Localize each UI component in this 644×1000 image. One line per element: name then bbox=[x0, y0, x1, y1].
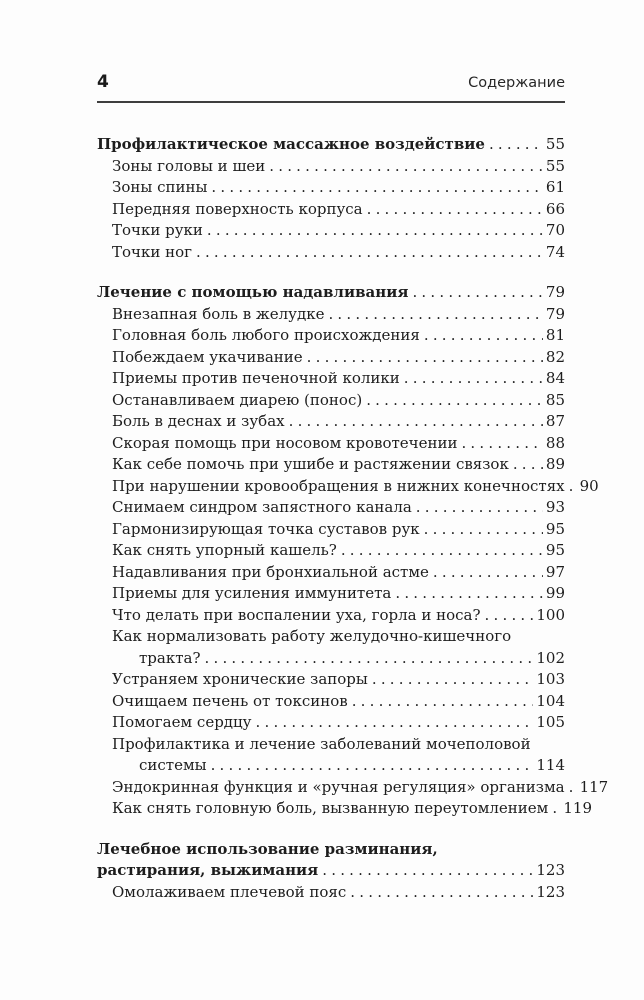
page-ref: 79 bbox=[545, 283, 565, 301]
entry-title-text: Что делать при воспалении уха, горла и носа? bbox=[112, 605, 481, 624]
toc-entry-row bbox=[97, 540, 565, 562]
page-ref: 123 bbox=[536, 861, 565, 879]
dot-leader bbox=[366, 390, 543, 412]
toc-entry-row bbox=[97, 648, 565, 670]
dot-leader bbox=[205, 648, 534, 670]
entry-title-text: Останавливаем диарею (понос) bbox=[112, 390, 363, 409]
dot-leader bbox=[461, 433, 542, 455]
entry-title-text: Устраняем хронические запоры bbox=[112, 670, 368, 688]
dot-leader bbox=[256, 712, 534, 734]
dot-leader bbox=[513, 454, 543, 476]
toc-entry-row bbox=[97, 304, 565, 326]
dot-leader bbox=[569, 476, 577, 498]
page-number: 4 bbox=[97, 72, 109, 92]
entry-title-text: Боль в деснах и зубах bbox=[112, 412, 285, 430]
page-ref: 61 bbox=[545, 178, 565, 196]
toc-entry-row bbox=[97, 882, 565, 904]
page-ref: 97 bbox=[545, 562, 565, 581]
page-ref: 105 bbox=[536, 713, 565, 731]
page-ref: 99 bbox=[545, 584, 565, 602]
dot-leader bbox=[341, 540, 543, 562]
page-ref: 66 bbox=[545, 199, 565, 218]
dot-leader bbox=[404, 368, 543, 390]
dot-leader bbox=[307, 347, 543, 369]
entry-title-text: Приемы для усиления иммунитета bbox=[112, 584, 392, 602]
page-ref: 102 bbox=[536, 648, 565, 667]
page-ref: 95 bbox=[545, 519, 565, 538]
toc-entry-row bbox=[97, 390, 565, 412]
entry-title-text: При нарушении кровообращения в нижних конечностях bbox=[112, 476, 565, 495]
dot-leader bbox=[211, 177, 542, 199]
page-ref: 55 bbox=[545, 156, 565, 175]
entry-title-text: Зоны спины bbox=[112, 178, 208, 196]
toc-entry-row bbox=[97, 411, 565, 433]
page-ref: 114 bbox=[536, 756, 565, 774]
toc-entry-row bbox=[97, 199, 565, 221]
section-title-text: Лечебное использование разминания, bbox=[97, 839, 438, 858]
dot-leader bbox=[196, 242, 543, 264]
entry-title-text: тракта? bbox=[139, 648, 201, 667]
toc-entry-row bbox=[97, 626, 565, 648]
page-ref: 103 bbox=[536, 670, 565, 688]
toc-entry-row bbox=[97, 476, 599, 498]
toc-entry-row bbox=[97, 583, 565, 605]
entry-title-text: Точки руки bbox=[112, 221, 203, 239]
page-ref: 79 bbox=[545, 304, 565, 323]
toc-entry-row bbox=[97, 798, 592, 820]
entry-title-text: Как снять упорный кашель? bbox=[112, 541, 337, 559]
toc-section-title-row bbox=[97, 282, 565, 304]
toc-entry-row bbox=[97, 177, 565, 199]
dot-leader bbox=[489, 134, 543, 156]
entry-title-text: Как себе помочь при ушибе и растяжении связок bbox=[112, 455, 509, 473]
page-ref: 85 bbox=[545, 390, 565, 409]
toc-entry-row bbox=[97, 777, 609, 799]
toc-entry-row bbox=[97, 220, 565, 242]
page-header bbox=[97, 72, 565, 103]
page-ref: 74 bbox=[545, 242, 565, 261]
entry-title-text: системы bbox=[139, 756, 207, 774]
entry-title-text: Надавливания при бронхиальной астме bbox=[112, 562, 429, 581]
entry-title-text: Гармонизирующая точка суставов рук bbox=[112, 519, 420, 538]
toc-entry-row bbox=[97, 605, 565, 627]
toc-section-title-row bbox=[97, 839, 565, 861]
running-title: Содержание bbox=[468, 75, 565, 91]
page-ref: 82 bbox=[545, 347, 565, 366]
page-ref: 88 bbox=[545, 433, 565, 452]
dot-leader bbox=[211, 755, 534, 777]
toc-entry-row bbox=[97, 562, 565, 584]
entry-title-text: Передняя поверхность корпуса bbox=[112, 199, 363, 218]
toc-section-title-row bbox=[97, 134, 565, 156]
page-ref: 95 bbox=[545, 541, 565, 559]
page-ref: 70 bbox=[545, 221, 565, 239]
entry-title-text: Помогаем сердцу bbox=[112, 713, 252, 731]
page-ref: 89 bbox=[545, 455, 565, 473]
entry-title-text: Скорая помощь при носовом кровотечении bbox=[112, 433, 458, 452]
dot-leader bbox=[424, 325, 543, 347]
dot-leader bbox=[424, 519, 543, 541]
page-ref: 104 bbox=[536, 691, 565, 710]
page-ref: 93 bbox=[545, 498, 565, 516]
page-ref: 84 bbox=[545, 369, 565, 387]
entry-title-text: Очищаем печень от токсинов bbox=[112, 691, 348, 710]
toc-section-title-row bbox=[97, 860, 565, 882]
toc-entry-row bbox=[97, 347, 565, 369]
page-ref: 87 bbox=[545, 412, 565, 430]
dot-leader bbox=[485, 605, 534, 627]
entry-title-text: Побеждаем укачивание bbox=[112, 347, 303, 366]
page-ref: 123 bbox=[536, 882, 565, 901]
section-title-text: Лечение с помощью надавливания bbox=[97, 283, 409, 301]
dot-leader bbox=[552, 798, 560, 820]
toc-entry-row bbox=[97, 433, 565, 455]
toc-entry-row bbox=[97, 712, 565, 734]
entry-title-text: Приемы против печеночной колики bbox=[112, 369, 400, 387]
dot-leader bbox=[367, 199, 543, 221]
dot-leader bbox=[207, 220, 543, 242]
toc-section bbox=[97, 282, 609, 820]
page-ref: 100 bbox=[536, 605, 565, 624]
toc-entry-row bbox=[97, 325, 565, 347]
page-ref: 117 bbox=[579, 777, 609, 796]
dot-leader bbox=[322, 860, 533, 882]
toc-entry-row bbox=[97, 156, 565, 178]
toc-section bbox=[97, 134, 565, 263]
entry-title-text: Точки ног bbox=[112, 242, 192, 261]
entry-title-text: Головная боль любого происхождения bbox=[112, 326, 420, 344]
dot-leader bbox=[269, 156, 543, 178]
dot-leader bbox=[372, 669, 534, 691]
dot-leader bbox=[350, 882, 533, 904]
entry-title-text: Внезапная боль в желудке bbox=[112, 304, 325, 323]
section-title-text: Профилактическое массажное воздействие bbox=[97, 135, 485, 153]
toc-entry-row bbox=[97, 755, 565, 777]
page-ref: 81 bbox=[545, 326, 565, 344]
toc-entry-row bbox=[97, 242, 565, 264]
entry-title-text: Профилактика и лечение заболеваний мочеполовой bbox=[112, 734, 531, 753]
toc-entry-row bbox=[97, 368, 565, 390]
toc-entry-row bbox=[97, 734, 565, 756]
page-ref: 55 bbox=[545, 135, 565, 153]
toc-entry-row bbox=[97, 519, 565, 541]
toc-section bbox=[97, 839, 565, 904]
toc-entry-row bbox=[97, 669, 565, 691]
page-ref: 119 bbox=[563, 799, 592, 817]
entry-title-text: Снимаем синдром запястного канала bbox=[112, 498, 412, 516]
dot-leader bbox=[395, 583, 543, 605]
entry-title-text: Зоны головы и шеи bbox=[112, 156, 266, 175]
entry-title-text: Как снять головную боль, вызванную переутомлением bbox=[112, 799, 549, 817]
dot-leader bbox=[412, 282, 542, 304]
dot-leader bbox=[328, 304, 542, 326]
toc-entry-row bbox=[97, 454, 565, 476]
toc bbox=[97, 134, 609, 903]
toc-entry-row bbox=[97, 497, 565, 519]
dot-leader bbox=[569, 777, 577, 799]
section-title-text: растирания, выжимания bbox=[97, 861, 319, 879]
dot-leader bbox=[416, 497, 543, 519]
dot-leader bbox=[352, 691, 534, 713]
toc-entry-row bbox=[97, 691, 565, 713]
entry-title-text: Эндокринная функция и «ручная регуляция» организма bbox=[112, 777, 565, 796]
page-ref: 90 bbox=[579, 476, 599, 495]
dot-leader bbox=[433, 562, 543, 584]
dot-leader bbox=[289, 411, 543, 433]
entry-title-text: Омолаживаем плечевой пояс bbox=[112, 882, 347, 901]
entry-title-text: Как нормализовать работу желудочно-кишечного bbox=[112, 627, 512, 645]
